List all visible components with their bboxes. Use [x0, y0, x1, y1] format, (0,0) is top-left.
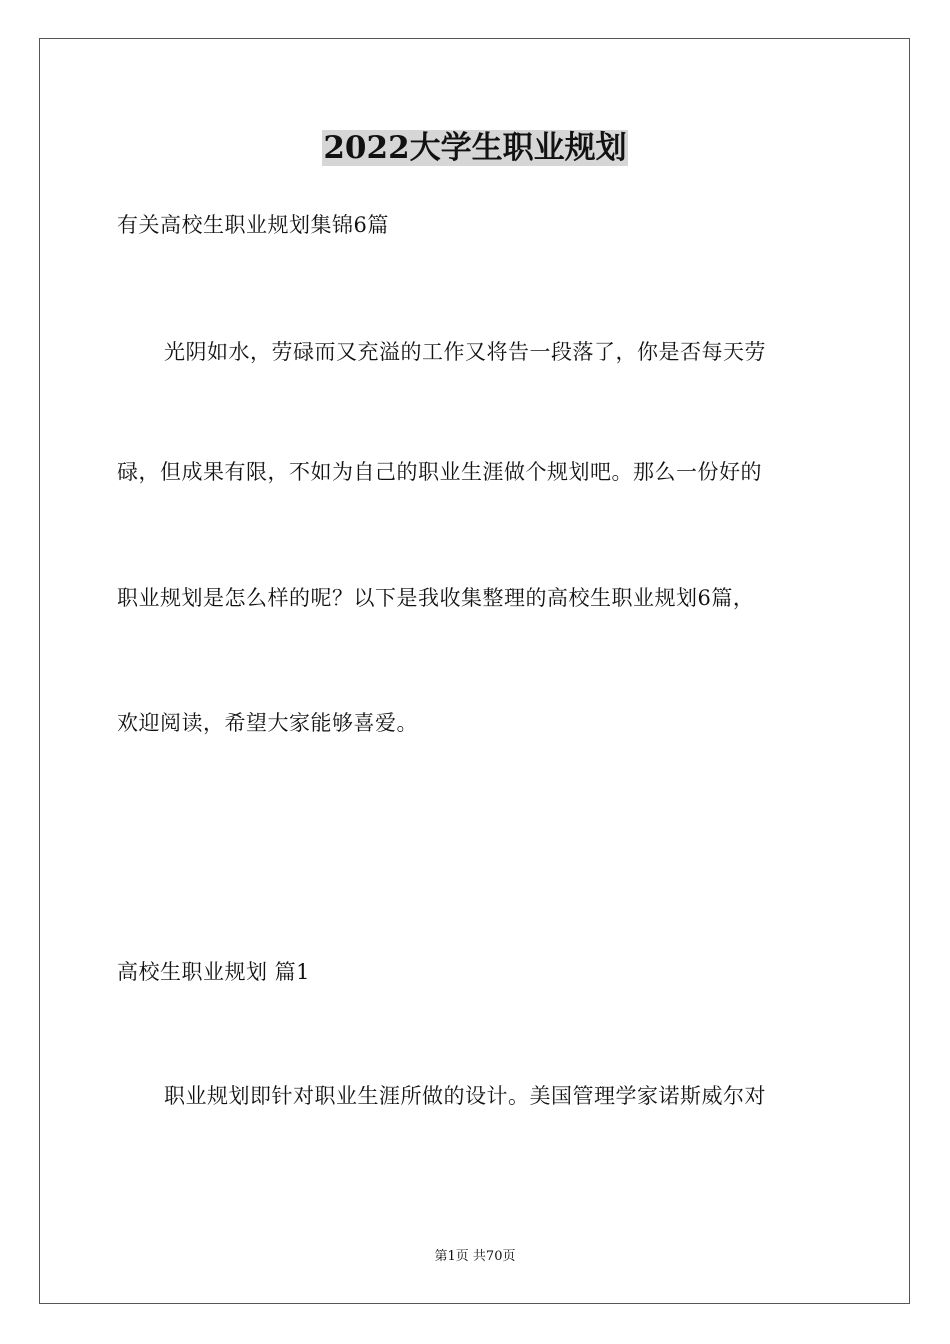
section-heading: 高校生职业规划 篇1 — [117, 960, 311, 984]
document-title — [0, 128, 950, 168]
section-first-line: 职业规划即针对职业生涯所做的设计。美国管理学家诺斯威尔对 — [164, 1084, 766, 1108]
document-title-text: 2022大学生职业规划 — [323, 130, 627, 166]
intro-line-4: 欢迎阅读，希望大家能够喜爱。 — [117, 711, 418, 735]
intro-line-1: 光阴如水，劳碌而又充溢的工作又将告一段落了，你是否每天劳 — [164, 340, 766, 364]
document-subtitle: 有关高校生职业规划集锦6篇 — [117, 213, 389, 237]
intro-line-2: 碌，但成果有限，不如为自己的职业生涯做个规划吧。那么一份好的 — [117, 460, 762, 484]
page-number-footer: 第1页 共70页 — [434, 1249, 516, 1264]
intro-line-3: 职业规划是怎么样的呢？以下是我收集整理的高校生职业规划6篇， — [117, 586, 755, 610]
